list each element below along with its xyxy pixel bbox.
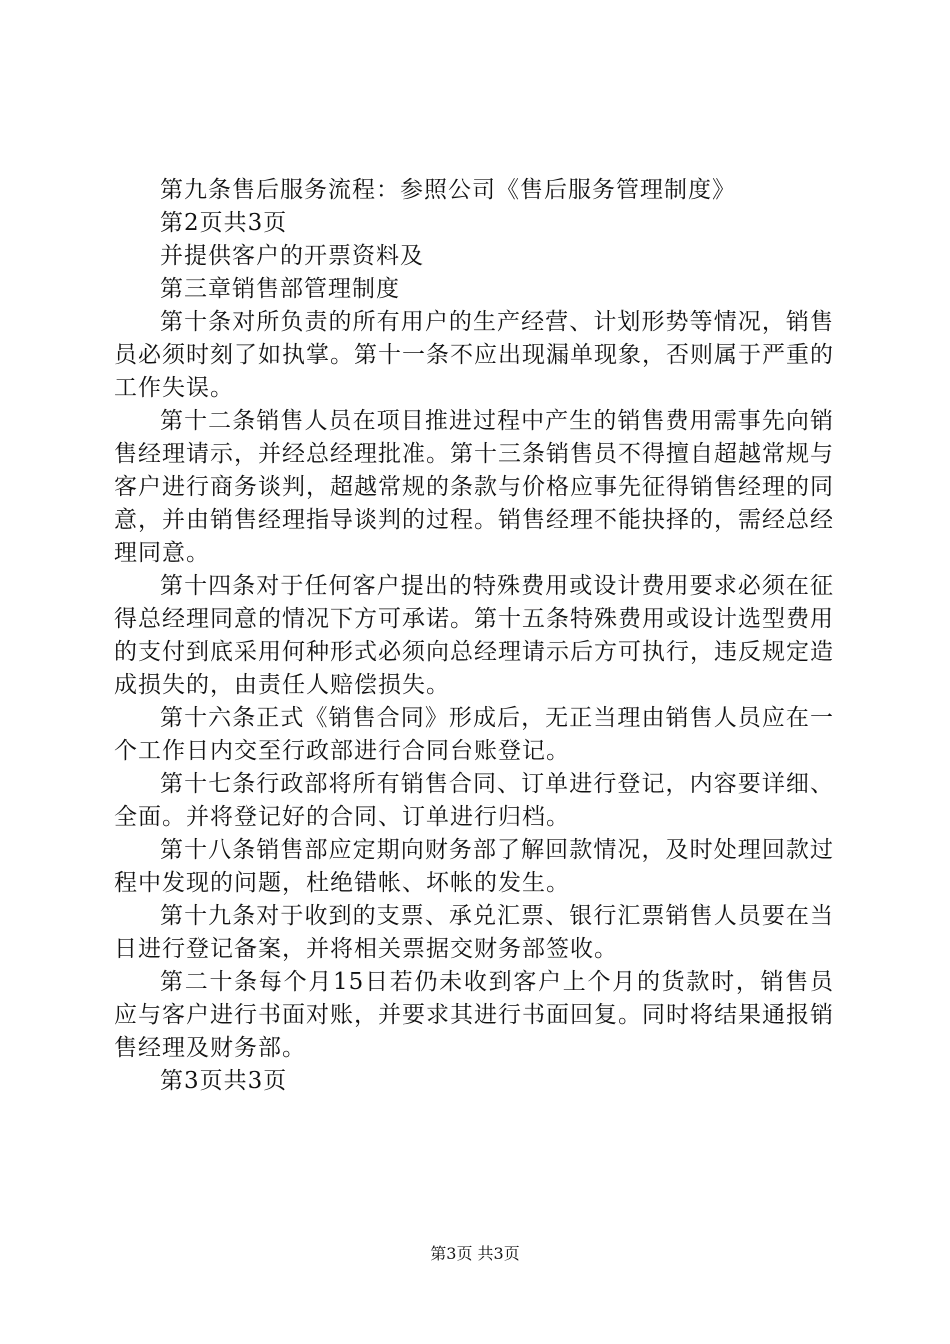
paragraph-page-marker-3: 第3页共3页 xyxy=(160,1068,288,1094)
paragraph-article-19: 第十九条对于收到的支票、承兑汇票、银行汇票销售人员要在当日进行登记备案，并将相关票据交财务部签收。 xyxy=(114,903,834,962)
paragraph-page-marker-2: 第2页共3页 xyxy=(160,210,288,236)
paragraph-article-17: 第十七条行政部将所有销售合同、订单进行登记，内容要详细、全面。并将登记好的合同、订单进行归档。 xyxy=(114,771,834,830)
chapter-heading-3: 第三章销售部管理制度 xyxy=(160,276,400,302)
page-footer: 第3页 共3页 xyxy=(430,1244,520,1263)
paragraph-invoice-info: 并提供客户的开票资料及 xyxy=(160,243,424,269)
paragraph-article-12: 第十二条销售人员在项目推进过程中产生的销售费用需事先向销售经理请示，并经总经理批准。第十三条销售员不得擅自超越常规与客户进行商务谈判，超越常规的条款与价格应事先征得销售经理的同意，并由销售经理指导谈判的过程。销售经理不能抉择的，需经总经理同意。 xyxy=(114,408,834,566)
paragraph-article-14: 第十四条对于任何客户提出的特殊费用或设计费用要求必须在征得总经理同意的情况下方可承诺。第十五条特殊费用或设计选型费用的支付到底采用何种形式必须向总经理请示后方可执行，违反规定造成损失的，由责任人赔偿损失。 xyxy=(114,573,834,698)
paragraph-article-18: 第十八条销售部应定期向财务部了解回款情况，及时处理回款过程中发现的问题，杜绝错帐、坏帐的发生。 xyxy=(114,837,834,896)
paragraph-article-20: 第二十条每个月15日若仍未收到客户上个月的货款时，销售员应与客户进行书面对账，并要求其进行书面回复。同时将结果通报销售经理及财务部。 xyxy=(114,969,834,1061)
paragraph-article-9: 第九条售后服务流程：参照公司《售后服务管理制度》 xyxy=(160,177,736,203)
document-body xyxy=(114,174,834,1098)
paragraph-article-16: 第十六条正式《销售合同》形成后，无正当理由销售人员应在一个工作日内交至行政部进行合同台账登记。 xyxy=(114,705,834,764)
paragraph-article-10: 第十条对所负责的所有用户的生产经营、计划形势等情况，销售员必须时刻了如执掌。第十一条不应出现漏单现象，否则属于严重的工作失误。 xyxy=(114,309,834,401)
